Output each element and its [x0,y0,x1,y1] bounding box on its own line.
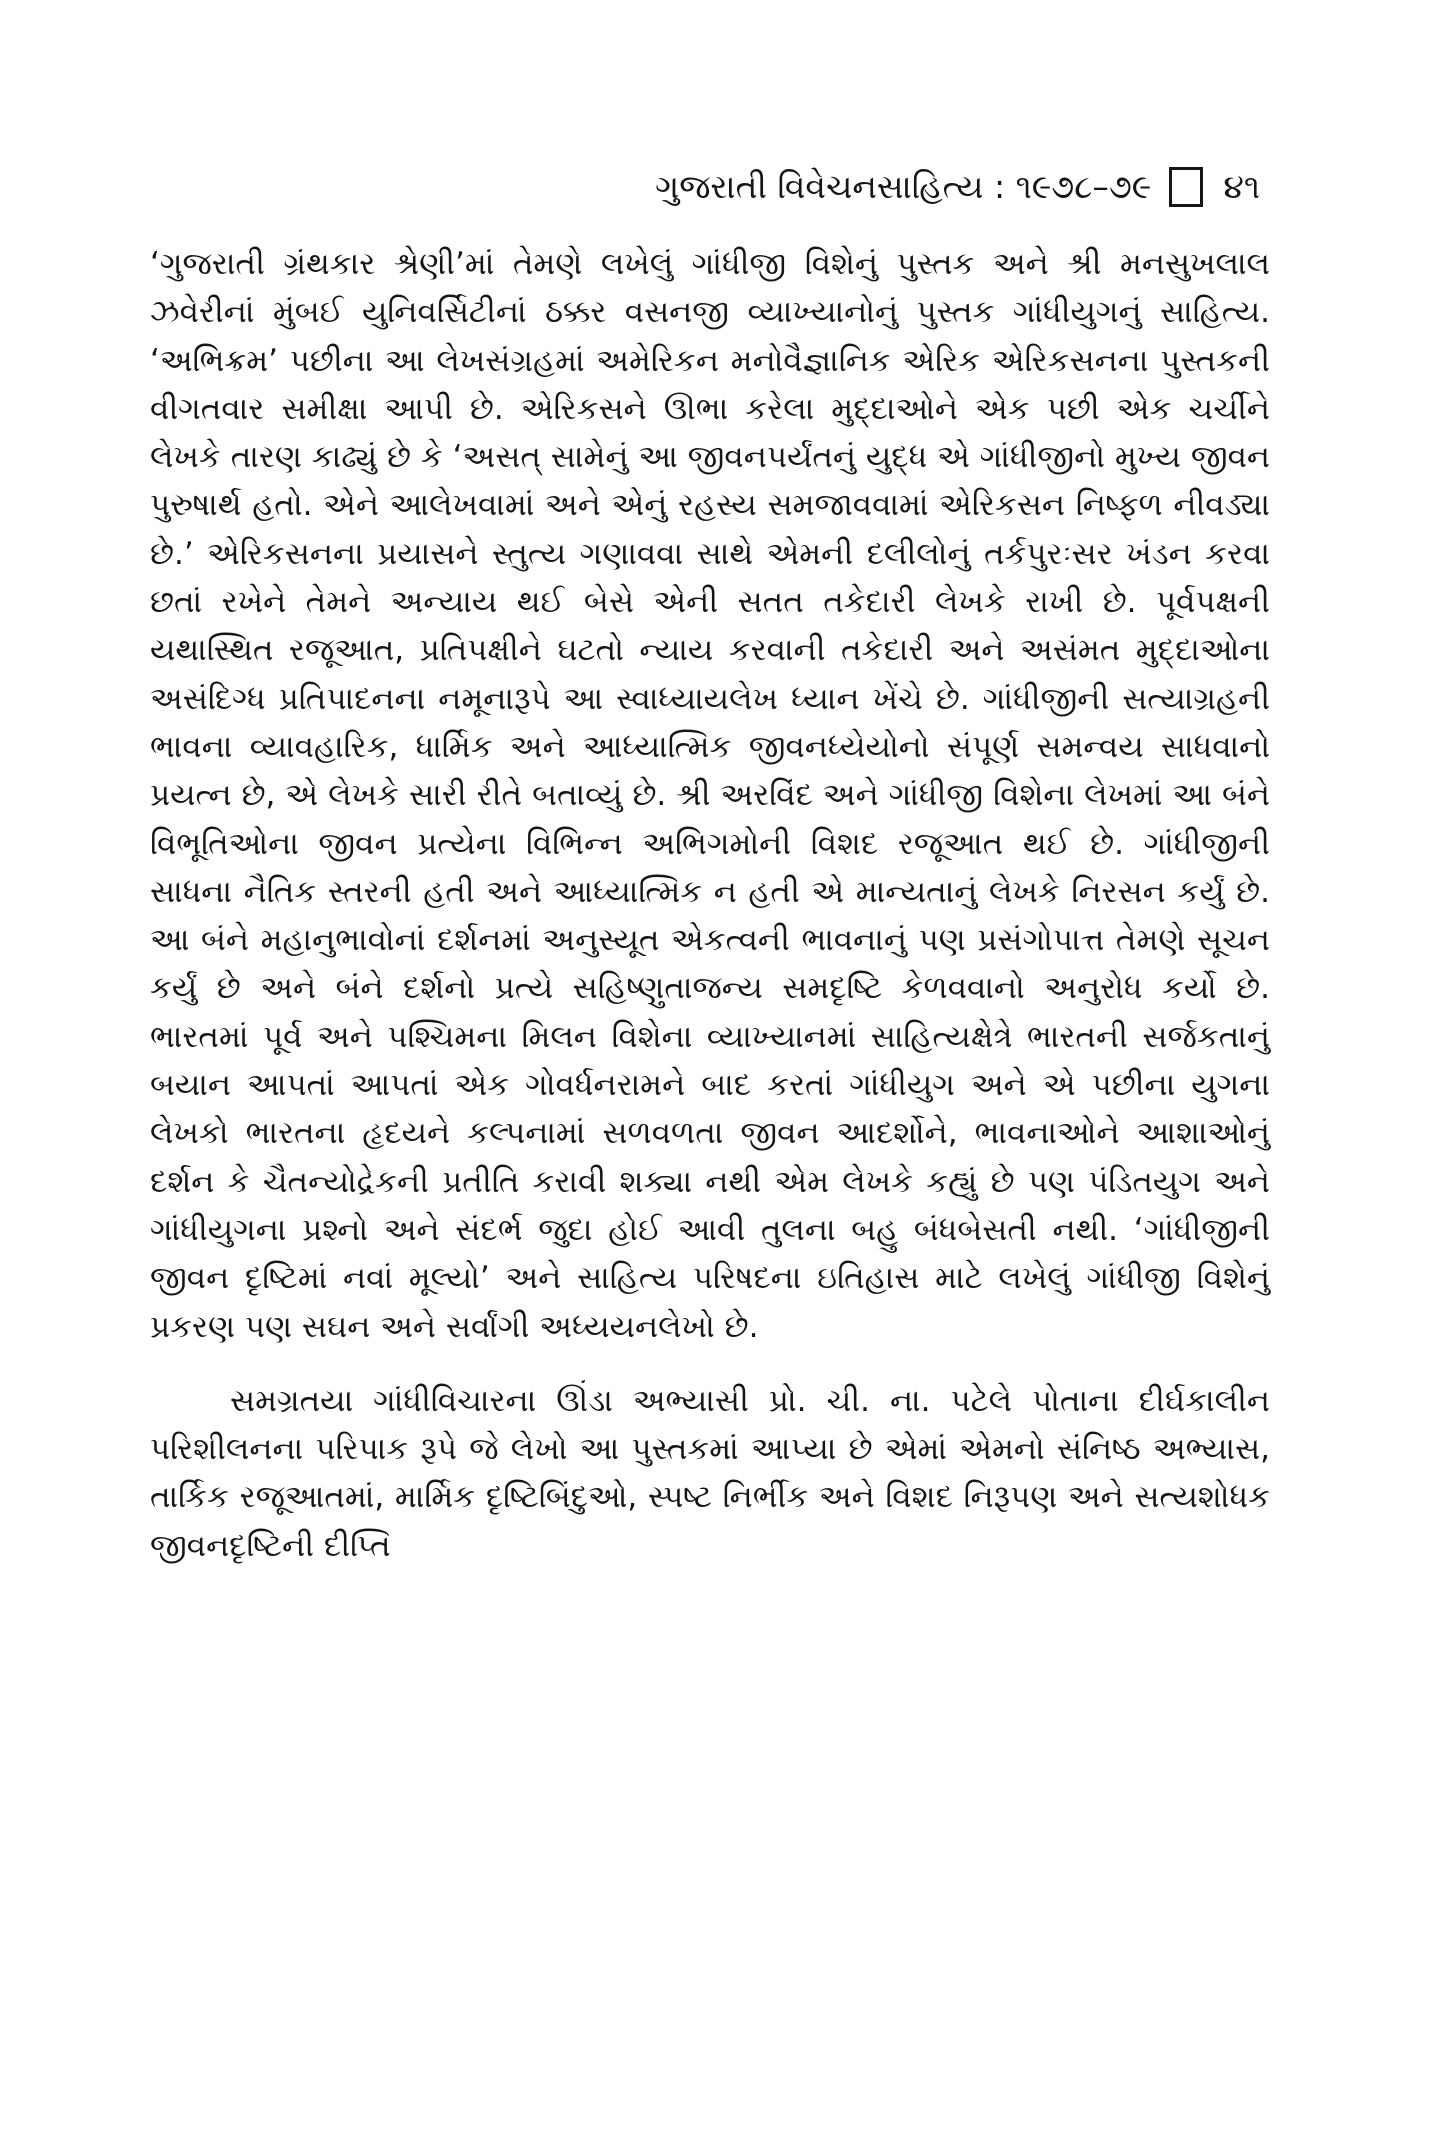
running-header [150,152,1260,222]
paragraph-2: સમગ્રતયા ગાંધીવિચારના ઊંડા અભ્યાસી પ્રો. ચી. ના. પટેલે પોતાના દીર્ઘકાલીન પરિશીલનના પરિપાક રૂપે જે લેખો આ પુસ્તકમાં આપ્યા છે એમાં એમનો સંનિષ્ઠ અભ્યાસ, તાર્કિક રજૂઆતમાં, માર્મિક દૃષ્ટિબિંદુઓ, સ્પષ્ટ નિર્ભીક અને વિશદ નિરૂપણ અને સત્યશોધક જીવનદૃષ્ટિની દીપ્તિ [150,1382,1270,1564]
page-number: ૪૧ [1223,167,1260,206]
running-title: ગુજરાતી વિવેચનસાહિત્ય : ૧૯૭૮–૭૯ [655,167,1152,206]
body-text [150,240,1270,1570]
square-box-icon [1169,167,1203,207]
paragraph-1: ‘ગુજરાતી ગ્રંથકાર શ્રેણી’માં તેમણે લખેલું ગાંધીજી વિશેનું પુસ્તક અને શ્રી મનસુખલાલ ઝવેરીનાં મુંબઈ યુનિવર્સિટીનાં ઠક્કર વસનજી વ્યાખ્યાનોનું પુસ્તક ગાંધીયુગનું સાહિત્ય. ‘અભિક્રમ’ પછીના આ લેખસંગ્રહમાં અમેરિકન મનોવૈજ્ઞાનિક એરિક એરિકસનના પુસ્તકની વીગતવાર સમીક્ષા આપી છે. એરિકસને ઊભા કરેલા મુદ્દાઓને એક પછી એક ચર્ચીને લેખકે તારણ કાઢ્યું છે કે ‘અસત્ સામેનું આ જીવનપર્યંતનું યુદ્ધ એ ગાંધીજીનો મુખ્ય જીવન પુરુષાર્થ હતો. એને આલેખવામાં અને એનું રહસ્ય સમજાવવામાં એરિકસન નિષ્ફળ નીવડ્યા છે.’ એરિકસનના પ્રયાસને સ્તુત્ય ગણાવવા સાથે એમની દલીલોનું તર્કપુરઃસર ખંડન કરવા છતાં રખેને તેમને અન્યાય થઈ બેસે એની સતત તકેદારી લેખકે રાખી છે. પૂર્વપક્ષની યથાસ્થિત રજૂઆત, પ્રતિપક્ષીને ઘટતો ન્યાય કરવાની તકેદારી અને અસંમત મુદ્દાઓના અસંદિગ્ધ પ્રતિપાદનના નમૂનારૂપે આ સ્વાધ્યાયલેખ ધ્યાન ખેંચે છે. ગાંધીજીની સત્યાગ્રહની ભાવના વ્યાવહારિક, ધાર્મિક અને આધ્યાત્મિક જીવનધ્યેયોનો સંપૂર્ણ સમન્વય સાધવાનો પ્રયત્ન છે, એ લેખકે સારી રીતે બતાવ્યું છે. શ્રી અરવિંદ અને ગાંધીજી વિશેના લેખમાં આ બંને વિભૂતિઓના જીવન પ્રત્યેના વિભિન્ન અભિગમોની વિશદ રજૂઆત થઈ છે. ગાંધીજીની સાધના નૈતિક સ્તરની હતી અને આધ્યાત્મિક ન હતી એ માન્યતાનું લેખકે નિરસન કર્યું છે. આ બંને મહાનુભાવોનાં દર્શનમાં અનુસ્યૂત એકત્વની ભાવનાનું પણ પ્રસંગોપાત્ત તેમણે સૂચન કર્યું છે અને બંને દર્શનો પ્રત્યે સહિષ્ણુતાજન્ય સમદૃષ્ટિ કેળવવાનો અનુરોધ કર્યો છે. ભારતમાં પૂર્વ અને પશ્ચિમના મિલન વિશેના વ્યાખ્યાનમાં સાહિત્યક્ષેત્રે ભારતની સર્જકતાનું બયાન આપતાં આપતાં એક ગોવર્ધનરામને બાદ કરતાં ગાંધીયુગ અને એ પછીના યુગના લેખકો ભારતના હૃદયને કલ્પનામાં સળવળતા જીવન આદર્શોને, ભાવનાઓને આશાઓનું દર્શન કે ચૈતન્યોદ્રેકની પ્રતીતિ કરાવી શક્યા નથી એમ લેખકે કહ્યું છે પણ પંડિતયુગ અને ગાંધીયુગના પ્રશ્નો અને સંદર્ભ જુદા હોઈ આવી તુલના બહુ બંધબેસતી નથી. ‘ગાંધીજીની જીવન દૃષ્ટિમાં નવાં મૂલ્યો’ અને સાહિત્ય પરિષદના ઇતિહાસ માટે લખેલું ગાંધીજી વિશેનું પ્રકરણ પણ સઘન અને સર્વાંગી અધ્યયનલેખો છે. [150,246,1270,1345]
